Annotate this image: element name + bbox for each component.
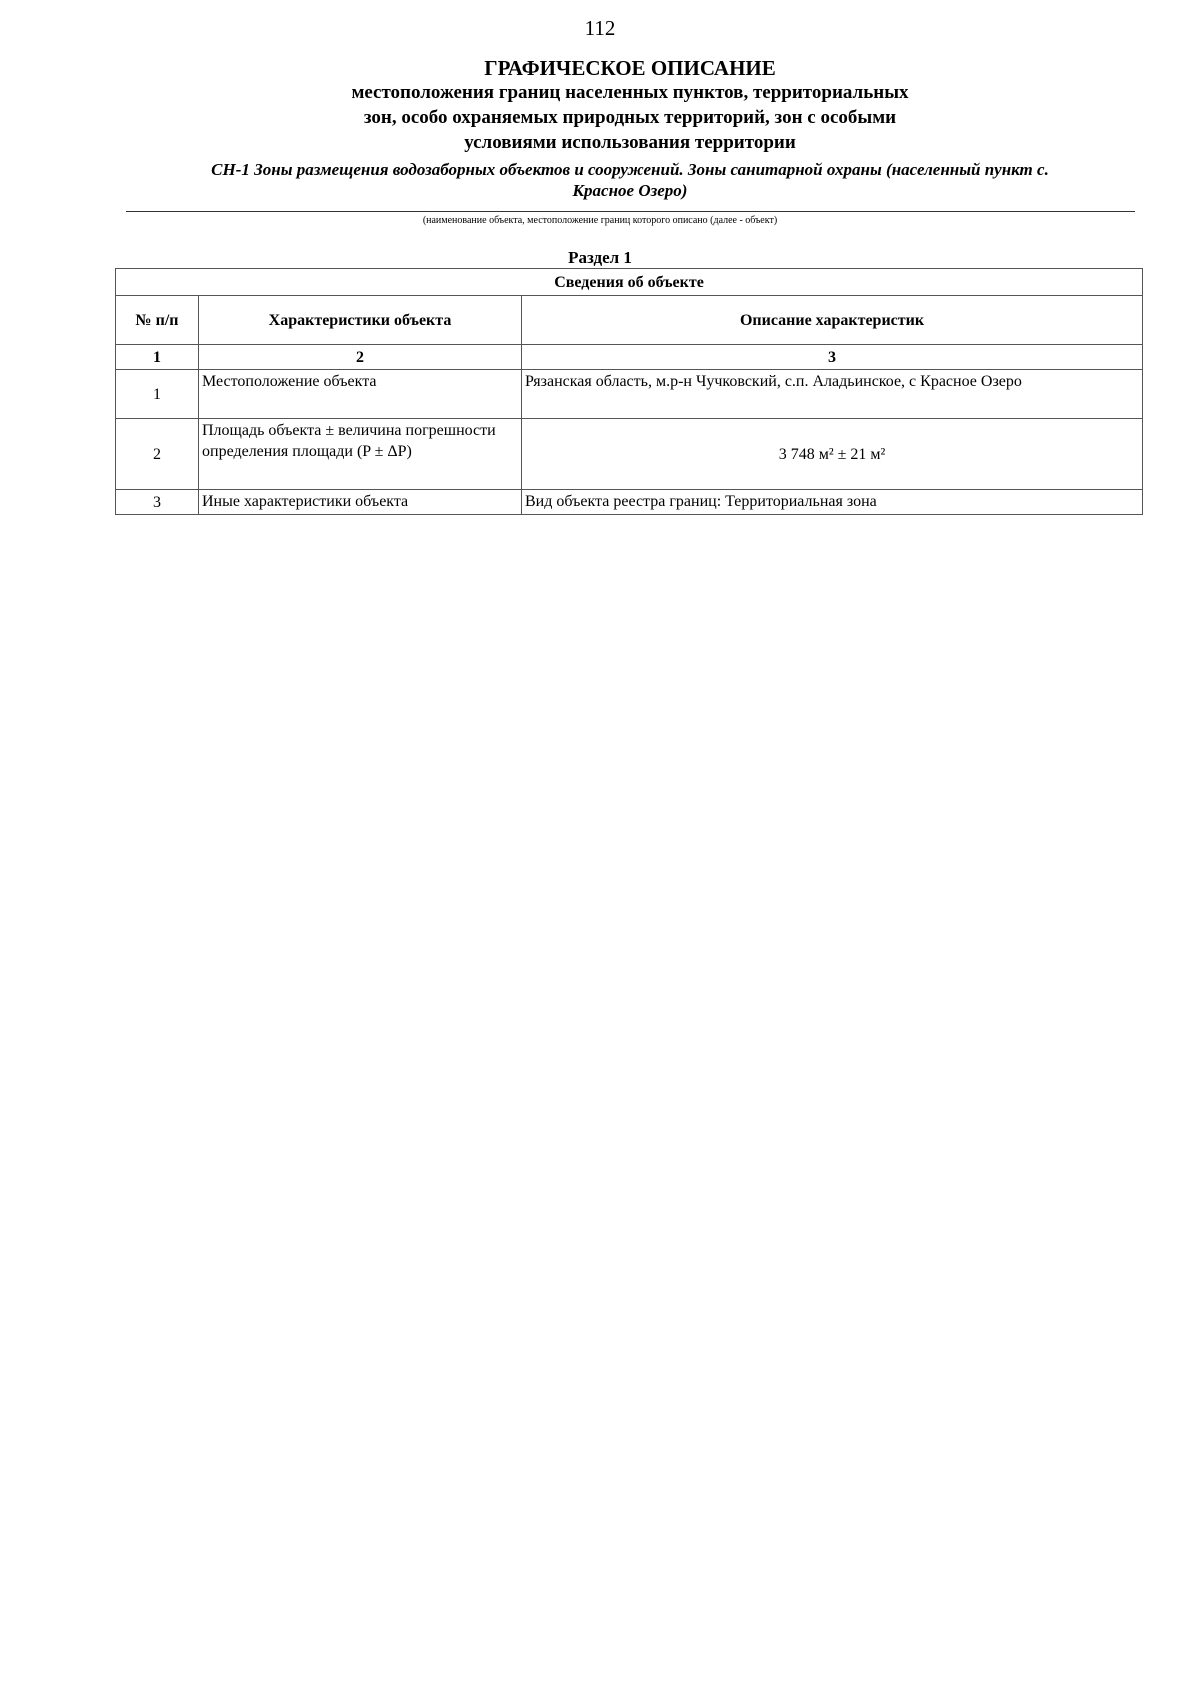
subtitle-line-3: условиями использования территории	[464, 132, 796, 153]
object-info-table	[115, 268, 1143, 515]
column-number-row	[116, 345, 1143, 370]
document-title: ГРАФИЧЕСКОЕ ОПИСАНИЕ	[484, 56, 776, 80]
table-header-row	[116, 296, 1143, 345]
table-row	[116, 419, 1143, 490]
page-number: 112	[584, 16, 616, 40]
column-number-1: 1	[116, 345, 199, 370]
table-title-row	[116, 269, 1143, 296]
section-title: Раздел 1	[568, 248, 632, 267]
object-name-line-2: Красное Озеро)	[572, 181, 688, 200]
row-3-description: Вид объекта реестра границ: Территориальная зона	[522, 490, 1143, 515]
table-row	[116, 370, 1143, 419]
header-num: № п/п	[116, 296, 199, 345]
table-row	[116, 490, 1143, 515]
column-number-3: 3	[522, 345, 1143, 370]
row-1-characteristic: Местоположение объекта	[199, 370, 522, 419]
row-2-num: 2	[116, 419, 199, 490]
subtitle-line-1: местоположения границ населенных пунктов, территориальных	[351, 82, 909, 103]
object-name-line-1: СН-1 Зоны размещения водозаборных объектов и сооружений. Зоны санитарной охраны (населенный пункт с.	[211, 160, 1049, 179]
title-block	[117, 56, 1143, 201]
header-description: Описание характеристик	[522, 296, 1143, 345]
row-3-num: 3	[116, 490, 199, 515]
row-2-characteristic: Площадь объекта ± величина погрешности определения площади (P ± ΔP)	[199, 419, 522, 490]
header-characteristic: Характеристики объекта	[199, 296, 522, 345]
object-name-underline	[126, 211, 1135, 212]
object-name	[117, 159, 1143, 201]
row-1-num: 1	[116, 370, 199, 419]
subtitle-line-2: зон, особо охраняемых природных территорий, зон с особыми	[363, 107, 897, 128]
row-1-description: Рязанская область, м.р-н Чучковский, с.п. Аладьинское, с Красное Озеро	[522, 370, 1143, 419]
row-3-characteristic: Иные характеристики объекта	[199, 490, 522, 515]
column-number-2: 2	[199, 345, 522, 370]
table-title: Сведения об объекте	[116, 269, 1143, 296]
row-2-description: 3 748 м² ± 21 м²	[522, 419, 1143, 490]
object-name-caption: (наименование объекта, местоположение границ которого описано (далее - объект)	[422, 215, 778, 226]
